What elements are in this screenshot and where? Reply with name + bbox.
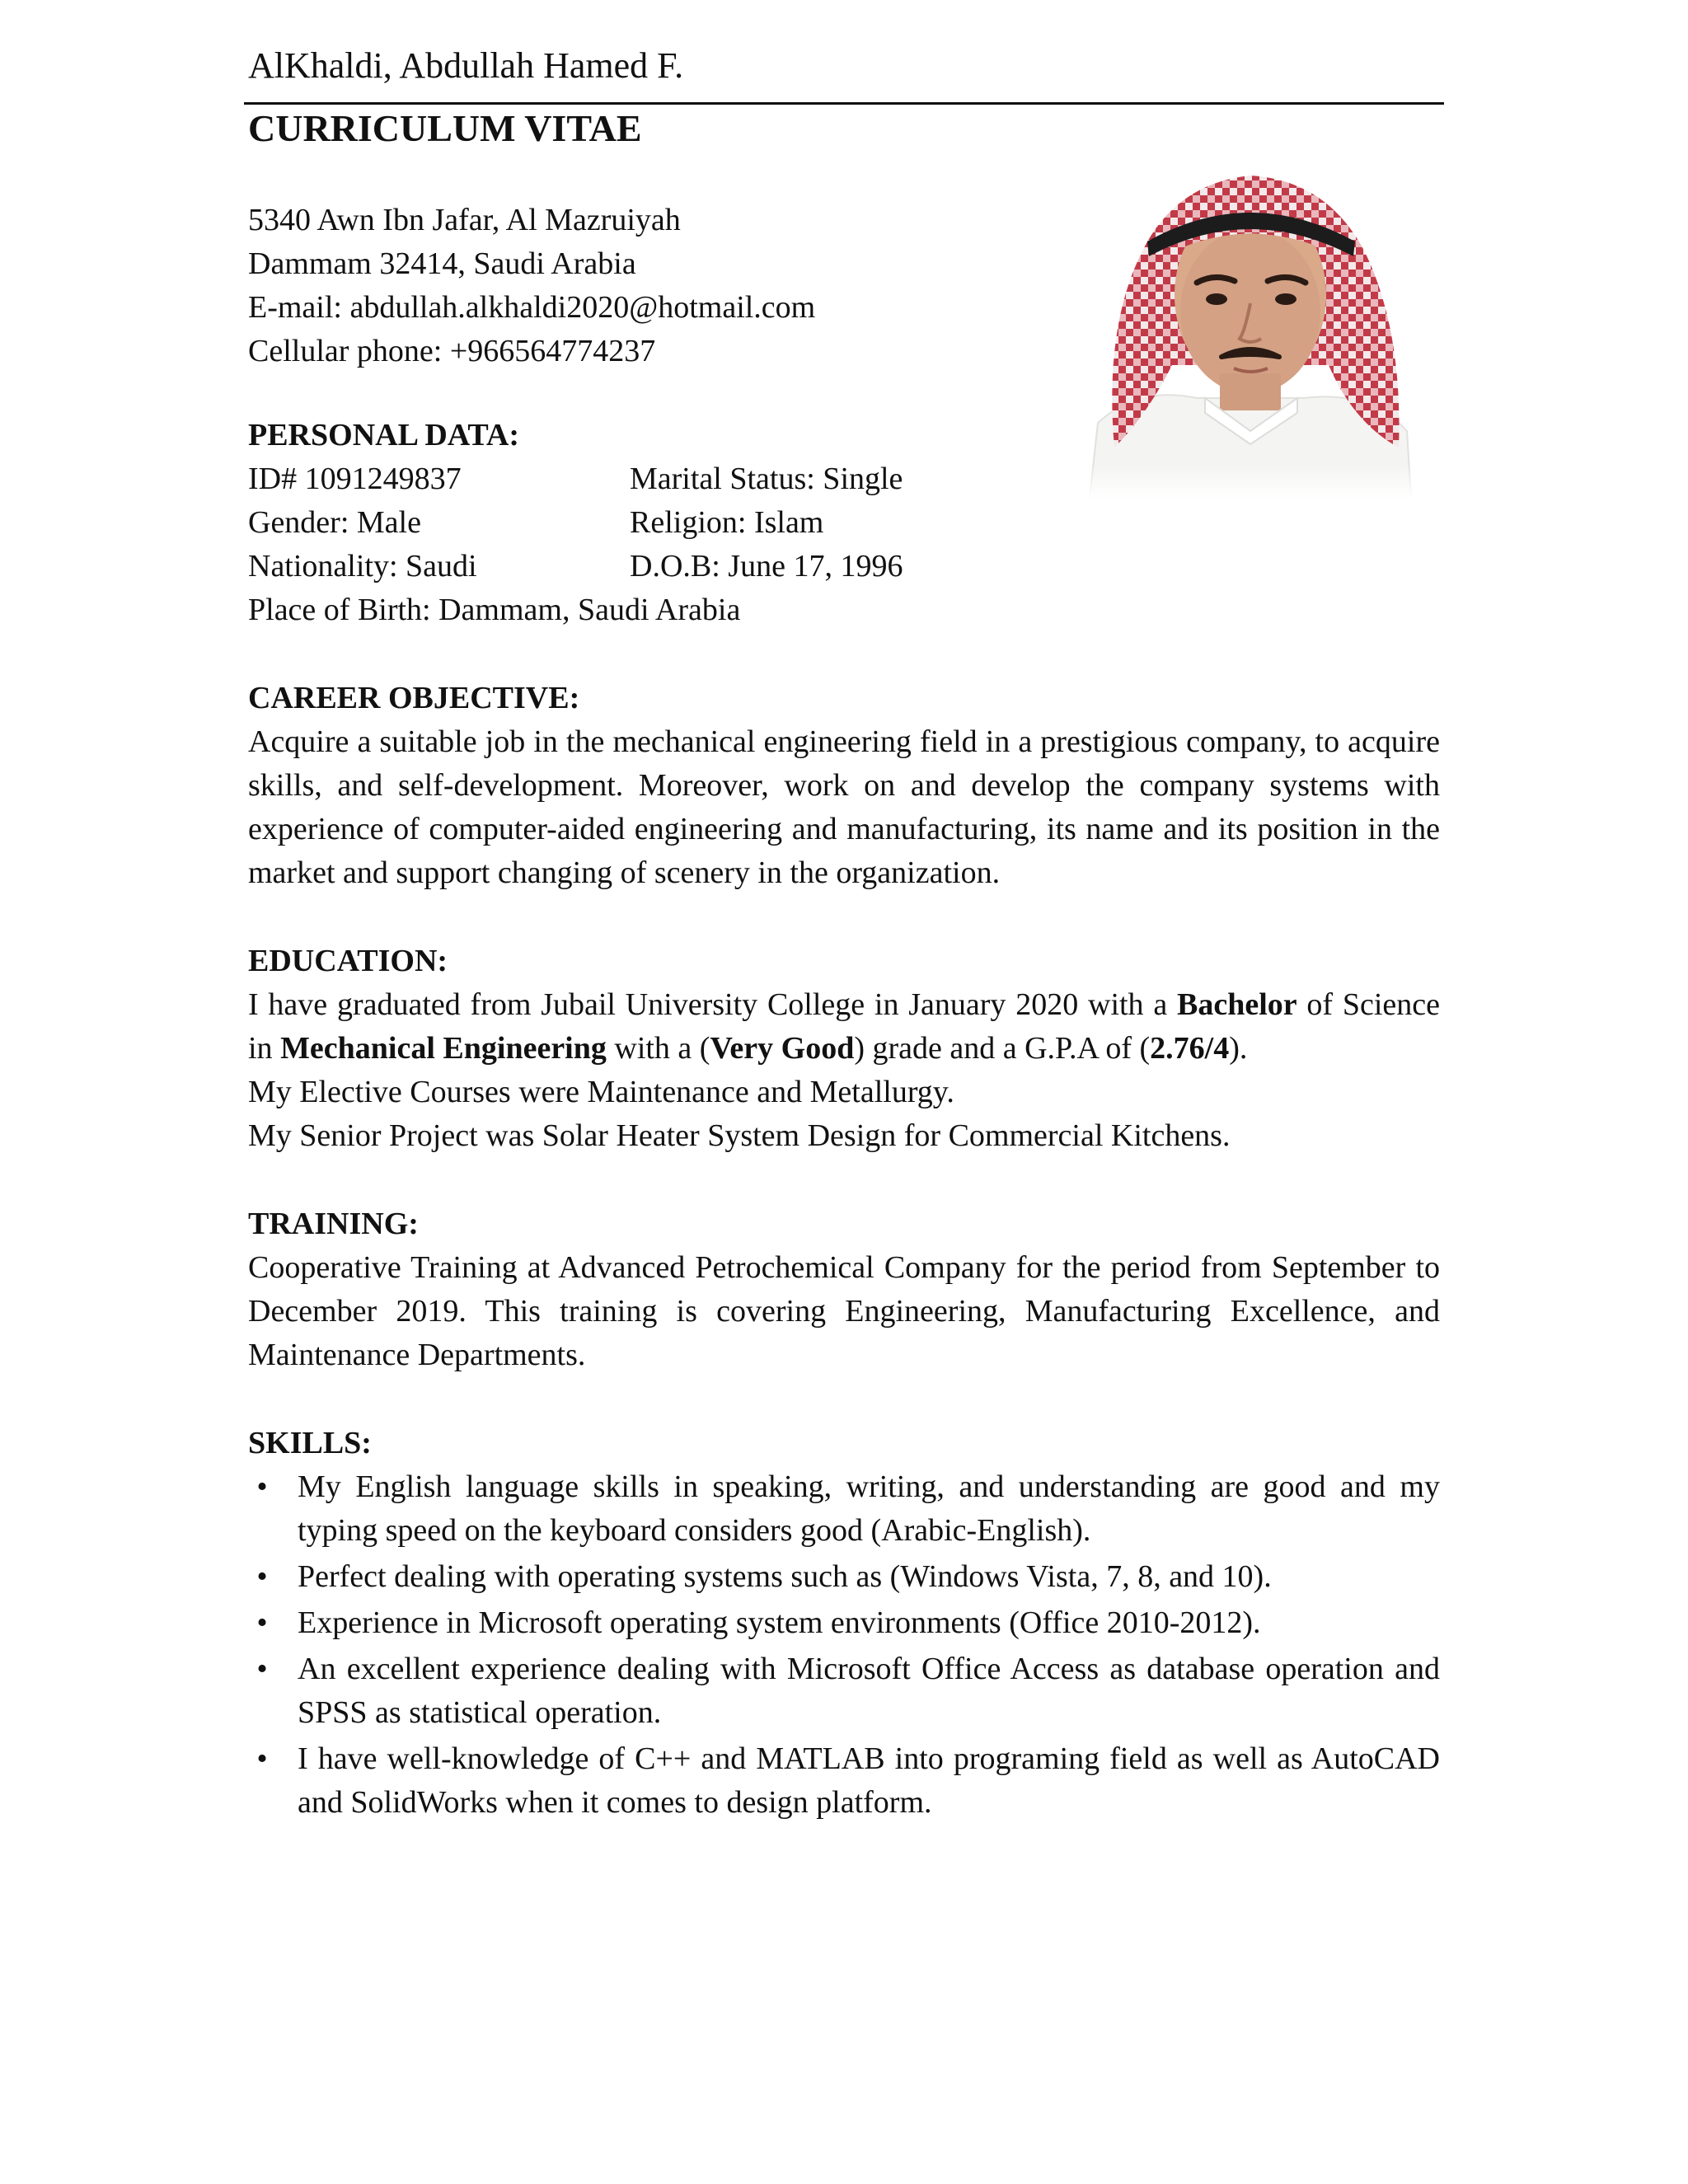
place-of-birth: Place of Birth: Dammam, Saudi Arabia — [248, 593, 741, 627]
phone-line: Cellular phone: +966564774237 — [248, 334, 656, 368]
bullet-icon: • — [256, 1741, 268, 1776]
skill-item — [248, 1465, 1440, 1553]
major: Mechanical Engineering — [280, 1031, 607, 1066]
skill-item — [248, 1601, 1440, 1645]
elective-courses: My Elective Courses were Maintenance and Metallurgy. — [248, 1075, 954, 1109]
education-text-c: with a ( — [606, 1031, 710, 1066]
personal-data-heading: PERSONAL DATA: — [248, 418, 520, 452]
career-objective-section — [248, 677, 1440, 895]
education-heading: EDUCATION: — [248, 944, 448, 978]
bullet-icon: • — [256, 1605, 268, 1640]
marital-status: Marital Status: Single — [630, 462, 903, 496]
personal-row-3 — [248, 545, 1440, 588]
skill-text: My English language skills in speaking, writing, and understanding are good and my typing speed on the keyboard considers good (Arabic-English). — [298, 1469, 1440, 1548]
career-objective-text: Acquire a suitable job in the mechanical engineering field in a prestigious company, to acquire skills, and self-development. Moreover, work on and develop the company systems with experience of computer-aided engineering and manufacturing, its name and its position in the market and support changing of scenery in the organization. — [248, 724, 1440, 890]
skill-text: Perfect dealing with operating systems such as (Windows Vista, 7, 8, and 10). — [298, 1559, 1272, 1594]
skills-list — [248, 1465, 1440, 1825]
skill-text: I have well-knowledge of C++ and MATLAB into programing field as well as AutoCAD and SolidWorks when it comes to design platform. — [298, 1741, 1440, 1820]
gpa: 2.76/4 — [1150, 1031, 1230, 1066]
bullet-icon: • — [256, 1652, 268, 1686]
grade: Very Good — [710, 1031, 855, 1066]
training-text: Cooperative Training at Advanced Petrochemical Company for the period from September to December 2019. This training is covering Engineering, Manufacturing Excellence, and Maintenance Departments. — [248, 1250, 1440, 1372]
date-of-birth: D.O.B: June 17, 1996 — [630, 549, 903, 583]
skill-item — [248, 1555, 1440, 1599]
gender: Gender: Male — [248, 505, 421, 540]
education-text-b: of Science in — [248, 987, 1440, 1066]
personal-row-1 — [248, 457, 1440, 501]
senior-project: My Senior Project was Solar Heater System Design for Commercial Kitchens. — [248, 1118, 1231, 1153]
email-line: E-mail: abdullah.alkhaldi2020@hotmail.com — [248, 290, 816, 325]
education-text-d: ) grade and a G.P.A of ( — [854, 1031, 1151, 1066]
skill-text: Experience in Microsoft operating system environments (Office 2010-2012). — [298, 1605, 1261, 1640]
bullet-icon: • — [256, 1559, 268, 1594]
religion: Religion: Islam — [630, 505, 824, 540]
education-degree-text — [248, 983, 1440, 1071]
contact-block — [248, 199, 815, 373]
skill-item — [248, 1647, 1440, 1735]
address-line-2: Dammam 32414, Saudi Arabia — [248, 246, 636, 281]
personal-row-2 — [248, 501, 1440, 545]
education-text-a: I have graduated from Jubail University College in January 2020 with a — [248, 987, 1177, 1022]
personal-data-section — [248, 414, 1440, 632]
skills-heading: SKILLS: — [248, 1426, 372, 1460]
education-section — [248, 940, 1440, 1158]
skill-item — [248, 1737, 1440, 1825]
career-objective-heading: CAREER OBJECTIVE: — [248, 681, 580, 715]
degree-type: Bachelor — [1176, 987, 1297, 1022]
header-rule — [244, 102, 1444, 105]
address-line-1: 5340 Awn Ibn Jafar, Al Mazruiyah — [248, 203, 681, 237]
skills-section — [248, 1422, 1440, 1827]
education-text-e: ). — [1229, 1031, 1248, 1066]
running-head-name: AlKhaldi, Abdullah Hamed F. — [248, 45, 684, 86]
nationality: Nationality: Saudi — [248, 549, 477, 583]
bullet-icon: • — [256, 1469, 268, 1504]
training-section — [248, 1202, 1440, 1377]
training-heading: TRAINING: — [248, 1207, 419, 1241]
skill-text: An excellent experience dealing with Microsoft Office Access as database operation and SPSS as statistical operation. — [298, 1652, 1440, 1730]
id-number: ID# 1091249837 — [248, 462, 462, 496]
document-title: CURRICULUM VITAE — [248, 107, 642, 149]
